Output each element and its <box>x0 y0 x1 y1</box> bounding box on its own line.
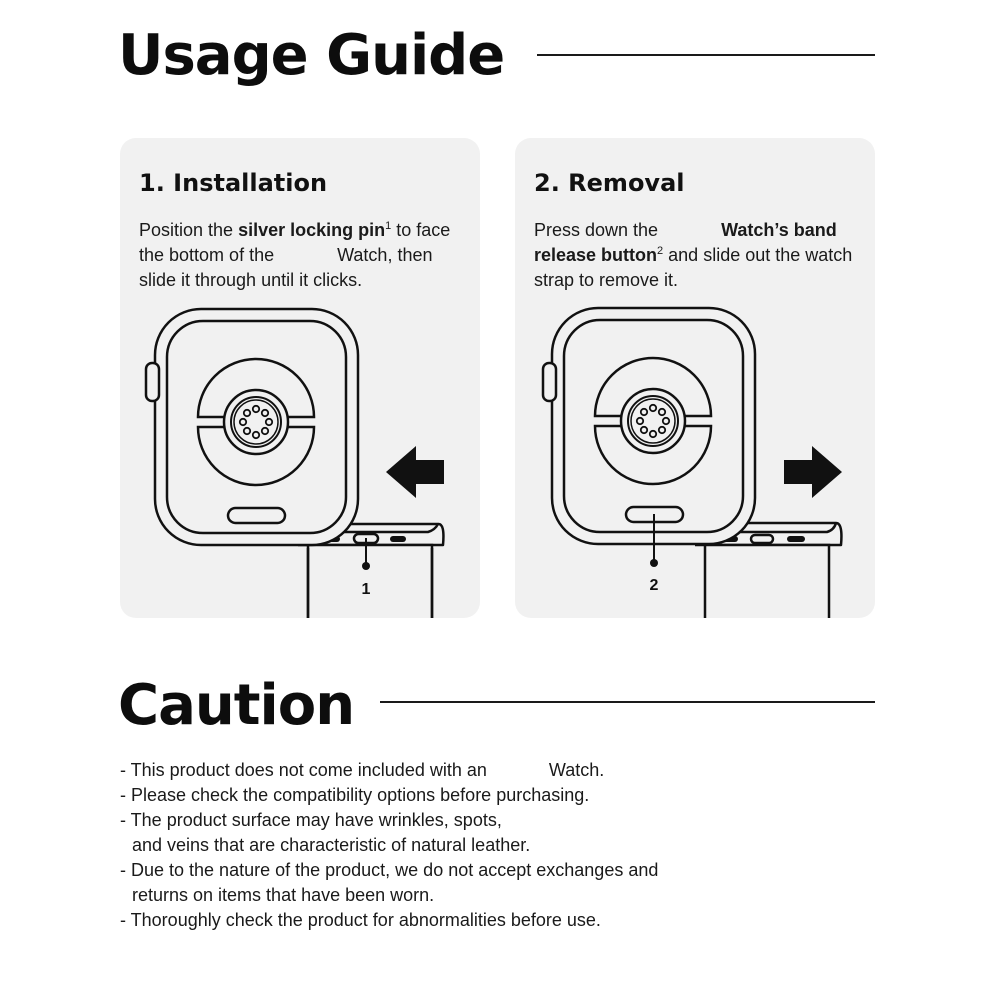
caution-item <box>120 908 658 933</box>
usage-guide-divider <box>537 54 875 56</box>
silver-locking-pin-label: silver locking pin <box>238 220 386 240</box>
caution-item-3-text: - The product surface may have wrinkles, spots, <box>120 810 502 830</box>
footnote-2: 2 <box>657 245 664 257</box>
caution-item-4-cont: returns on items that have been worn. <box>132 885 435 905</box>
removal-card <box>515 138 875 618</box>
caution-item-5-text: - Thoroughly check the product for abnormalities before use. <box>120 910 601 930</box>
installation-text-1: Position the <box>139 220 239 240</box>
arrow-left-icon <box>386 446 444 498</box>
removal-illustration <box>515 138 875 618</box>
arrow-right-icon <box>784 446 842 498</box>
removal-title: 2. Removal <box>534 169 685 197</box>
caution-divider <box>380 701 875 703</box>
installation-text-2: to face the bottom of the <box>139 220 451 265</box>
caution-item <box>120 808 658 858</box>
caution-item <box>120 858 658 908</box>
installation-title: 1. Installation <box>139 169 328 197</box>
caution-item-2-text: - Please check the compatibility options before purchasing. <box>120 785 590 805</box>
caution-item-1-text: - This product does not come included with an <box>120 760 487 780</box>
installation-card <box>120 138 480 618</box>
caution-item <box>120 758 658 783</box>
removal-text-1: Press down the <box>534 220 664 240</box>
caution-item <box>120 783 658 808</box>
caution-item-1-end: Watch. <box>548 760 605 780</box>
callout-number-2: 2 <box>649 577 659 594</box>
usage-guide-title: Usage Guide <box>118 23 505 88</box>
installation-illustration <box>120 138 480 618</box>
caution-title: Caution <box>118 673 355 738</box>
installation-text-3: Watch, then slide it through until it clicks. <box>139 245 433 290</box>
apple-watch-back-icon <box>543 308 755 544</box>
caution-list <box>120 758 658 933</box>
footnote-1: 1 <box>385 220 392 232</box>
band-release-button-label: Watch’s band release button <box>534 220 837 265</box>
apple-watch-back-icon <box>146 309 358 545</box>
callout-number-1: 1 <box>361 581 371 598</box>
removal-text-2: and slide out the watch strap to remove it. <box>534 245 853 290</box>
caution-item-4-text: - Due to the nature of the product, we do not accept exchanges and <box>120 860 659 880</box>
caution-item-3-cont: and veins that are characteristic of natural leather. <box>132 835 531 855</box>
